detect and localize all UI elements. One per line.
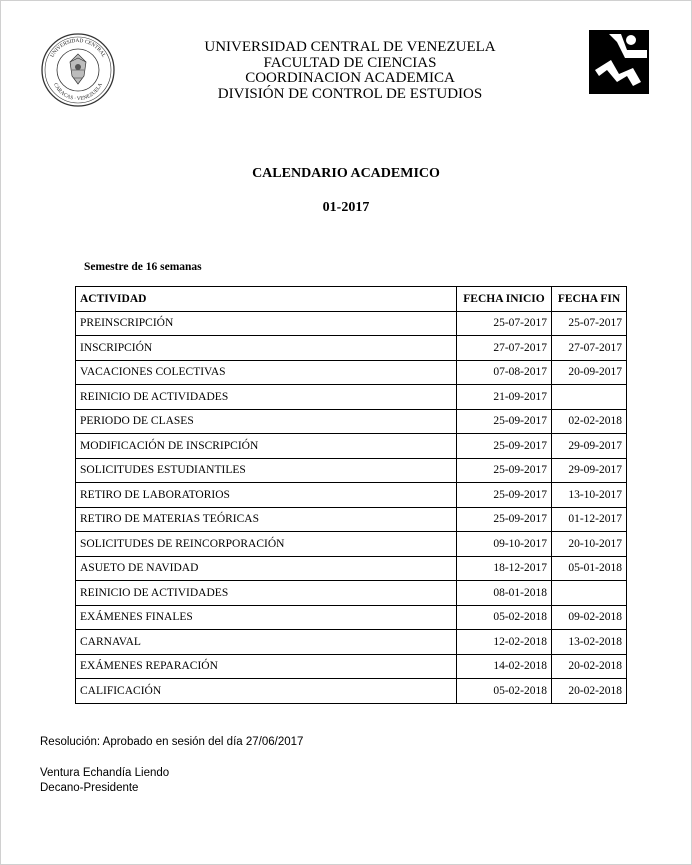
start-date-cell: 25-07-2017 xyxy=(457,311,552,336)
end-date-cell: 20-10-2017 xyxy=(552,532,627,557)
table-row xyxy=(76,360,627,385)
table-row xyxy=(76,679,627,704)
activity-cell: PERIODO DE CLASES xyxy=(76,409,457,434)
table-row xyxy=(76,605,627,630)
end-date-cell: 13-02-2018 xyxy=(552,630,627,655)
svg-text:UNIVERSIDAD CENTRAL: UNIVERSIDAD CENTRAL xyxy=(49,37,107,59)
table-row xyxy=(76,409,627,434)
semester-note: Semestre de 16 semanas xyxy=(84,261,202,273)
end-date-cell: 20-09-2017 xyxy=(552,360,627,385)
start-date-cell: 25-09-2017 xyxy=(457,483,552,508)
table-row xyxy=(76,483,627,508)
start-date-cell: 25-09-2017 xyxy=(457,458,552,483)
resolution-note: Resolución: Aprobado en sesión del día 27/06/2017 xyxy=(40,736,304,748)
activity-cell: SOLICITUDES DE REINCORPORACIÓN xyxy=(76,532,457,557)
start-date-cell: 08-01-2018 xyxy=(457,581,552,606)
end-date-cell: 25-07-2017 xyxy=(552,311,627,336)
activity-cell: EXÁMENES FINALES xyxy=(76,605,457,630)
end-date-cell: 09-02-2018 xyxy=(552,605,627,630)
activity-cell: CARNAVAL xyxy=(76,630,457,655)
end-date-cell: 29-09-2017 xyxy=(552,434,627,459)
table-row xyxy=(76,630,627,655)
end-date-cell: 20-02-2018 xyxy=(552,679,627,704)
activity-cell: ASUETO DE NAVIDAD xyxy=(76,556,457,581)
document-title: CALENDARIO ACADEMICO xyxy=(252,166,440,181)
header-line-faculty: FACULTAD DE CIENCIAS xyxy=(263,54,437,71)
end-date-cell: 27-07-2017 xyxy=(552,336,627,361)
header-line-university: UNIVERSIDAD CENTRAL DE VENEZUELA xyxy=(204,39,496,55)
start-date-cell: 07-08-2017 xyxy=(457,360,552,385)
end-date-cell: 02-02-2018 xyxy=(552,409,627,434)
end-date-cell: 05-01-2018 xyxy=(552,556,627,581)
institution-header xyxy=(150,40,550,102)
start-date-cell: 05-02-2018 xyxy=(457,605,552,630)
activity-cell: CALIFICACIÓN xyxy=(76,679,457,704)
start-date-cell: 21-09-2017 xyxy=(457,385,552,410)
activity-cell: SOLICITUDES ESTUDIANTILES xyxy=(76,458,457,483)
end-date-cell xyxy=(552,581,627,606)
start-date-cell: 18-12-2017 xyxy=(457,556,552,581)
activity-cell: MODIFICACIÓN DE INSCRIPCIÓN xyxy=(76,434,457,459)
start-date-cell: 25-09-2017 xyxy=(457,434,552,459)
start-date-cell: 25-09-2017 xyxy=(457,507,552,532)
table-row xyxy=(76,654,627,679)
table-row xyxy=(76,385,627,410)
column-header-start-date: FECHA INICIO xyxy=(457,287,552,312)
start-date-cell: 12-02-2018 xyxy=(457,630,552,655)
end-date-cell: 13-10-2017 xyxy=(552,483,627,508)
activity-cell: REINICIO DE ACTIVIDADES xyxy=(76,385,457,410)
start-date-cell: 27-07-2017 xyxy=(457,336,552,361)
column-header-activity: ACTIVIDAD xyxy=(76,287,457,312)
table-row xyxy=(76,458,627,483)
start-date-cell: 09-10-2017 xyxy=(457,532,552,557)
end-date-cell: 29-09-2017 xyxy=(552,458,627,483)
header-line-division: DIVISIÓN DE CONTROL DE ESTUDIOS xyxy=(217,85,483,102)
calendar-table-body xyxy=(76,311,627,703)
table-header-row xyxy=(76,287,627,312)
start-date-cell: 05-02-2018 xyxy=(457,679,552,704)
table-row xyxy=(76,556,627,581)
header-line-coordination: COORDINACION ACADEMICA xyxy=(245,70,455,86)
table-row xyxy=(76,336,627,361)
table-row xyxy=(76,581,627,606)
signer-name: Ventura Echandía Liendo xyxy=(40,767,170,779)
end-date-cell: 20-02-2018 xyxy=(552,654,627,679)
table-row xyxy=(76,434,627,459)
svg-text:CARACAS · VENEZUELA: CARACAS · VENEZUELA xyxy=(52,82,104,103)
faculty-logo-icon xyxy=(589,30,649,94)
academic-period: 01-2017 xyxy=(322,200,370,215)
activity-cell: EXÁMENES REPARACIÓN xyxy=(76,654,457,679)
activity-cell: REINICIO DE ACTIVIDADES xyxy=(76,581,457,606)
end-date-cell xyxy=(552,385,627,410)
table-row xyxy=(76,507,627,532)
university-seal-icon xyxy=(40,32,116,108)
column-header-end-date: FECHA FIN xyxy=(552,287,627,312)
start-date-cell: 14-02-2018 xyxy=(457,654,552,679)
start-date-cell: 25-09-2017 xyxy=(457,409,552,434)
activity-cell: RETIRO DE LABORATORIOS xyxy=(76,483,457,508)
calendar-table xyxy=(75,286,627,704)
activity-cell: RETIRO DE MATERIAS TEÓRICAS xyxy=(76,507,457,532)
activity-cell: PREINSCRIPCIÓN xyxy=(76,311,457,336)
activity-cell: VACACIONES COLECTIVAS xyxy=(76,360,457,385)
end-date-cell: 01-12-2017 xyxy=(552,507,627,532)
table-row xyxy=(76,532,627,557)
table-row xyxy=(76,311,627,336)
activity-cell: INSCRIPCIÓN xyxy=(76,336,457,361)
signer-title: Decano-Presidente xyxy=(40,782,139,794)
